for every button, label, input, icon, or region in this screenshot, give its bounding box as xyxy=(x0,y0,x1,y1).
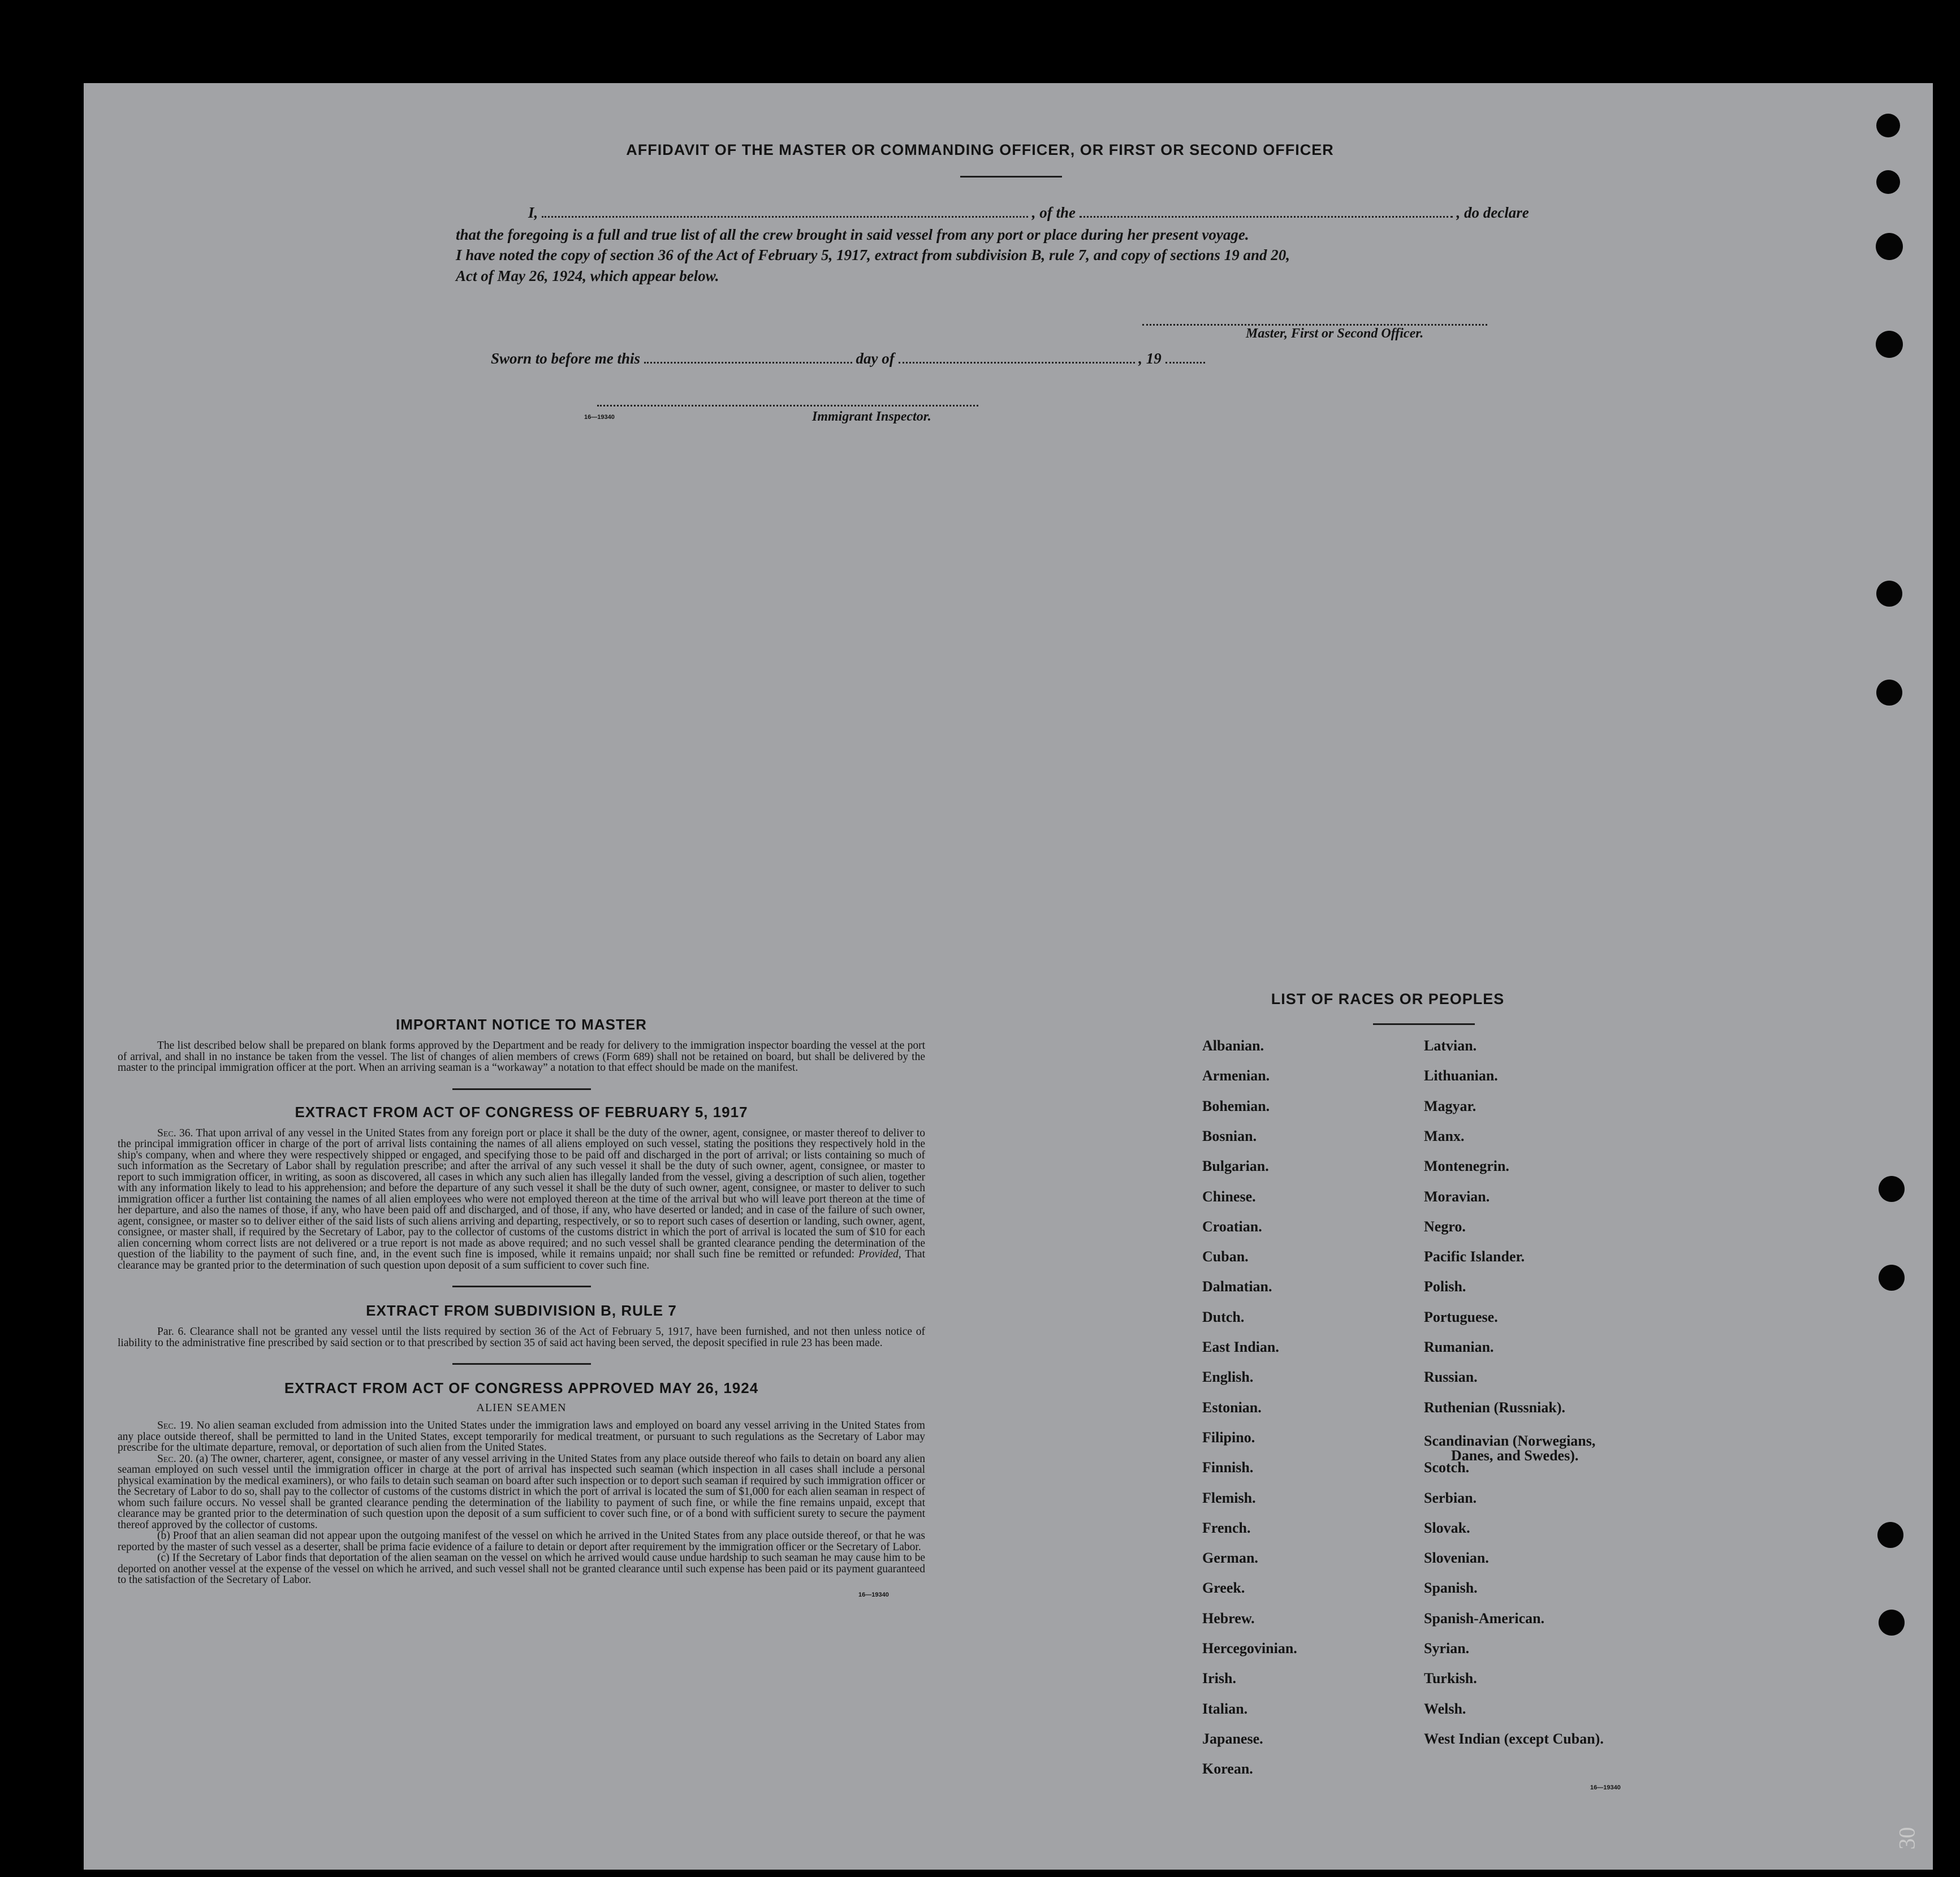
sec20a-body: (a) The owner, charterer, agent, consignee, or master of any vessel arriving in the United States from any place outside thereof who fails to detain on board any alien seaman employed on such vessel until the immigration officer in charge at the port of arrival has inspected such seaman (which inspection in all cases shall include a personal physical examination by the medical examiners), or who fails to detain such seaman on board after such inspection or to deport such seaman if required by such immigration officer or the Secretary of Labor to do so, shall pay to the collector of customs of the customs district in which the port of arrival is located the sum of $1,000 for each alien seaman in respect of whom such failure occurs. No vessel shall be granted clearance pending the determination of the liability to payment of such fine, or while the fine remains unpaid, except that clearance may be granted prior to the determination of such question upon the deposit of a sum sufficient to cover such fine, or of a bond with sufficient surety to secure the payment thereof approved by the collector of customs. xyxy=(118,1452,926,1531)
race-item: Italian. xyxy=(1202,1700,1248,1717)
sworn-text: Sworn to before me this xyxy=(491,350,641,367)
race-item: Chinese. xyxy=(1202,1188,1256,1205)
race-item: Polish. xyxy=(1424,1278,1466,1295)
race-item: Croatian. xyxy=(1202,1218,1262,1235)
vessel-blank[interactable] xyxy=(1080,216,1453,218)
race-item: Moravian. xyxy=(1424,1188,1490,1205)
race-item: Welsh. xyxy=(1424,1700,1466,1717)
race-item: West Indian (except Cuban). xyxy=(1424,1730,1604,1747)
race-item: Scandinavian (Norwegians, xyxy=(1424,1432,1596,1449)
race-item: French. xyxy=(1202,1519,1251,1536)
race-item: Pacific Islander. xyxy=(1424,1248,1525,1265)
race-item: Magyar. xyxy=(1424,1097,1477,1114)
races-form-number: 16—19340 xyxy=(1590,1784,1621,1791)
punch-hole xyxy=(1876,331,1903,358)
race-item: Hebrew. xyxy=(1202,1610,1255,1627)
pronoun-i: I, xyxy=(528,204,538,221)
punch-hole xyxy=(1879,1176,1905,1202)
year-prefix: , 19 xyxy=(1138,350,1162,367)
race-item: East Indian. xyxy=(1202,1339,1279,1355)
extract-form-number: 16—19340 xyxy=(858,1591,889,1598)
race-item: Manx. xyxy=(1424,1127,1465,1144)
sec19-body: No alien seaman excluded from admission into the United States under the immigration laws and employed on board any vessel arriving in the United States from any place outside thereof, shall be permitted to land in the United States, except temporarily for medical treatment, or pursuant to such regulations as the Secretary of Labor may prescribe for the ultimate departure, removal, or deportation of such alien from the United States. xyxy=(118,1420,925,1454)
race-item: Montenegrin. xyxy=(1424,1158,1509,1175)
affidavit-line4: Act of May 26, 1924, which appear below. xyxy=(456,267,719,284)
race-item: Slovenian. xyxy=(1424,1550,1489,1567)
punch-hole xyxy=(1876,170,1900,194)
punch-hole xyxy=(1879,1265,1905,1291)
punch-hole xyxy=(1876,114,1900,137)
inspector-caption: Immigrant Inspector. xyxy=(812,409,931,424)
race-item: Danes, and Swedes). xyxy=(1451,1447,1579,1464)
race-item: Armenian. xyxy=(1202,1067,1270,1084)
affidavit-line3: I have noted the copy of section 36 of the Act of February 5, 1917, extract from subdivision B, rule 7, and copy of sections 19 and 20, xyxy=(456,246,1290,263)
race-item: Bohemian. xyxy=(1202,1097,1270,1114)
affidavit-line2: that the foregoing is a full and true list of all the crew brought in said vessel from any port or place during her present voyage. xyxy=(456,226,1249,243)
affidavit-title: AFFIDAVIT OF THE MASTER OR COMMANDING OFFICER, OR FIRST OR SECOND OFFICER xyxy=(626,141,1334,158)
sworn-line xyxy=(491,350,1205,367)
sec36-end: That clearance may be granted prior to the determination of such question upon deposit of a sum sufficient to cover such fine. xyxy=(118,1248,925,1271)
race-item: Latvian. xyxy=(1424,1037,1477,1054)
inspector-signature-blank[interactable] xyxy=(597,405,978,406)
race-item: Irish. xyxy=(1202,1670,1236,1687)
signature-blank[interactable] xyxy=(1142,324,1487,326)
sec19-text xyxy=(118,1420,925,1454)
sec19-label: Sec. 19. xyxy=(157,1420,193,1431)
race-item: Syrian. xyxy=(1424,1640,1470,1657)
sec20c-text: (c) If the Secretary of Labor finds that deportation of the alien seaman on the vessel on which he arrived would cause undue hardship to such seaman he may cause him to be deported on another vessel at the expense of the vessel on which he arrived, and such vessel shall not be granted clearance until such expense has been paid or its payment guaranteed to the satisfaction of the Secretary of Labor. xyxy=(118,1552,925,1586)
punch-hole xyxy=(1877,1522,1903,1548)
sec36-body: That upon arrival of any vessel in the United States from any foreign port or place it shall be the duty of the owner, agent, consignee, or master thereof to deliver to the principal immigration officer in charge of the port of arrival lists containing the names of all aliens employed on such vessel, stating the positions they respectively hold in the ship's company, when and where they were respectively shipped or engaged, and specifying those to be paid off and discharged in the port of arrival; or lists containing so much of such information as the Secretary of Labor shall by regulation prescribe; and after the arrival of any such vessel it shall be the duty of such owner, agent, consignee, or master to report to such immigration officer, in writing, as soon as discovered, all cases in which any such alien has illegally landed from the vessel, giving a description of such alien, together with any information likely to lead to his apprehension; and before the departure of any such vessel it shall be the duty of such owner, agent, consignee, or master to deliver to such immigration officer a further list containing the names of all alien employees who were not employed thereon at the time of the arrival but who will leave port thereon at the time of her departure, and also the names of those, if any, who have been paid off and discharged, and of those, if any, who have deserted or landed; and in case of the failure of such owner, agent, consignee, or master so to deliver either of the said lists of such aliens arriving and departing, respectively, or so to report such cases of desertion or landing, such owner, agent, consignee, or master shall, if required by the Secretary of Labor, pay to the collector of customs of the customs district in which the port of arrival is located the sum of $10 for each alien concerning whom correct lists are not delivered or a true report is not made as above required; and no such vessel shall be granted clearance pending the determination of the question of the liability to the payment of such fine, and, in the event such fine is imposed, while it remains unpaid; nor shall such fine be remitted or refunded: xyxy=(118,1127,925,1260)
affidavit-title-rule xyxy=(960,176,1062,178)
of-the-text: , of the xyxy=(1031,204,1076,221)
extract-1924-title: EXTRACT FROM ACT OF CONGRESS APPROVED MAY 26, 1924 xyxy=(284,1379,759,1396)
race-item: Russian. xyxy=(1424,1369,1478,1386)
day-of-text: day of xyxy=(856,350,895,367)
signature-caption: Master, First or Second Officer. xyxy=(1246,326,1424,341)
sworn-day-blank[interactable] xyxy=(644,362,852,364)
punch-hole xyxy=(1879,1610,1905,1636)
race-item: Bosnian. xyxy=(1202,1127,1257,1144)
race-item: Spanish. xyxy=(1424,1580,1478,1597)
extract-1917-divider xyxy=(452,1286,591,1287)
race-item: Korean. xyxy=(1202,1761,1253,1777)
race-item: Turkish. xyxy=(1424,1670,1477,1687)
race-item: Rumanian. xyxy=(1424,1339,1494,1355)
sworn-month-blank[interactable] xyxy=(899,362,1135,364)
notice-divider xyxy=(452,1088,591,1090)
affidavit-form-number: 16—19340 xyxy=(584,414,615,421)
races-title-rule xyxy=(1373,1023,1475,1025)
extract-rule7-text: Par. 6. Clearance shall not be granted any vessel until the lists required by section 36 of the Act of February 5, 1917, have been furnished, and not then unless notice of liability to the administrative fine prescribed by said section or to that prescribed by section 35 of said act having been served, the deposit specified in rule 23 has been made. xyxy=(118,1326,925,1349)
race-item: Slovak. xyxy=(1424,1519,1470,1536)
legal-column xyxy=(118,1016,925,1598)
punch-hole xyxy=(1876,233,1903,260)
race-item: Greek. xyxy=(1202,1580,1245,1597)
sec36-label: Sec. 36. xyxy=(157,1127,193,1139)
sec20-label: Sec. 20. xyxy=(157,1452,193,1465)
sec20b-text: (b) Proof that an alien seaman did not appear upon the outgoing manifest of the vessel on which he arrived in the United States from any place outside thereof, or that he was reported by the master of such vessel as a deserter, shall be prima facie evidence of a failure to detain or deport after requirement by the immigration officer or the Secretary of Labor. xyxy=(118,1530,925,1553)
races-title: LIST OF RACES OR PEOPLES xyxy=(1271,991,1505,1007)
race-item: Dalmatian. xyxy=(1202,1278,1272,1295)
do-declare-text: , do declare xyxy=(1456,204,1529,221)
race-item: Ruthenian (Russniak). xyxy=(1424,1399,1565,1416)
race-item: Cuban. xyxy=(1202,1248,1249,1265)
sec20a-text xyxy=(118,1454,925,1531)
race-item: German. xyxy=(1202,1550,1258,1567)
extract-rule7-divider xyxy=(452,1363,591,1365)
race-item: Negro. xyxy=(1424,1218,1466,1235)
race-item: Albanian. xyxy=(1202,1037,1264,1054)
race-item: Dutch. xyxy=(1202,1308,1245,1325)
race-item: Bulgarian. xyxy=(1202,1158,1269,1175)
punch-hole xyxy=(1876,680,1902,706)
extract-1917-text xyxy=(118,1128,925,1271)
race-item: Finnish. xyxy=(1202,1459,1254,1476)
affidavit-line1 xyxy=(491,204,1599,222)
race-item: Japanese. xyxy=(1202,1730,1263,1747)
notice-text: The list described below shall be prepared on blank forms approved by the Department and be ready for delivery to the immigration inspector boarding the vessel at the port of arrival, and shall in no instance be taken from the vessel. The list of changes of alien members of crews (Form 689) shall not be retained on board, but shall be delivered by the master to the principal immigration officer at the port. When an arriving seaman is a “workaway” a notation to that effect should be made on the manifest. xyxy=(118,1040,925,1074)
name-blank[interactable] xyxy=(542,216,1028,218)
document-sheet xyxy=(84,83,1933,1870)
extract-1924-subtitle: ALIEN SEAMEN xyxy=(476,1402,567,1414)
punch-hole xyxy=(1876,581,1902,607)
race-item: Hercegovinian. xyxy=(1202,1640,1297,1657)
race-item: Spanish-American. xyxy=(1424,1610,1545,1627)
extract-1917-title: EXTRACT FROM ACT OF CONGRESS OF FEBRUARY 5, 1917 xyxy=(295,1103,748,1121)
race-item: Scotch. xyxy=(1424,1459,1470,1476)
race-item: Lithuanian. xyxy=(1424,1067,1498,1084)
race-item: English. xyxy=(1202,1369,1254,1386)
extract-rule7-title: EXTRACT FROM SUBDIVISION B, RULE 7 xyxy=(366,1302,677,1319)
year-blank[interactable] xyxy=(1165,362,1205,364)
race-item: Estonian. xyxy=(1202,1399,1262,1416)
provided-word: Provided, xyxy=(858,1248,901,1260)
race-item: Portuguese. xyxy=(1424,1308,1498,1325)
race-item: Flemish. xyxy=(1202,1489,1256,1506)
race-item: Filipino. xyxy=(1202,1429,1255,1446)
margin-note: 30 xyxy=(1894,1827,1920,1850)
race-item: Serbian. xyxy=(1424,1489,1477,1506)
notice-title: IMPORTANT NOTICE TO MASTER xyxy=(396,1016,647,1033)
